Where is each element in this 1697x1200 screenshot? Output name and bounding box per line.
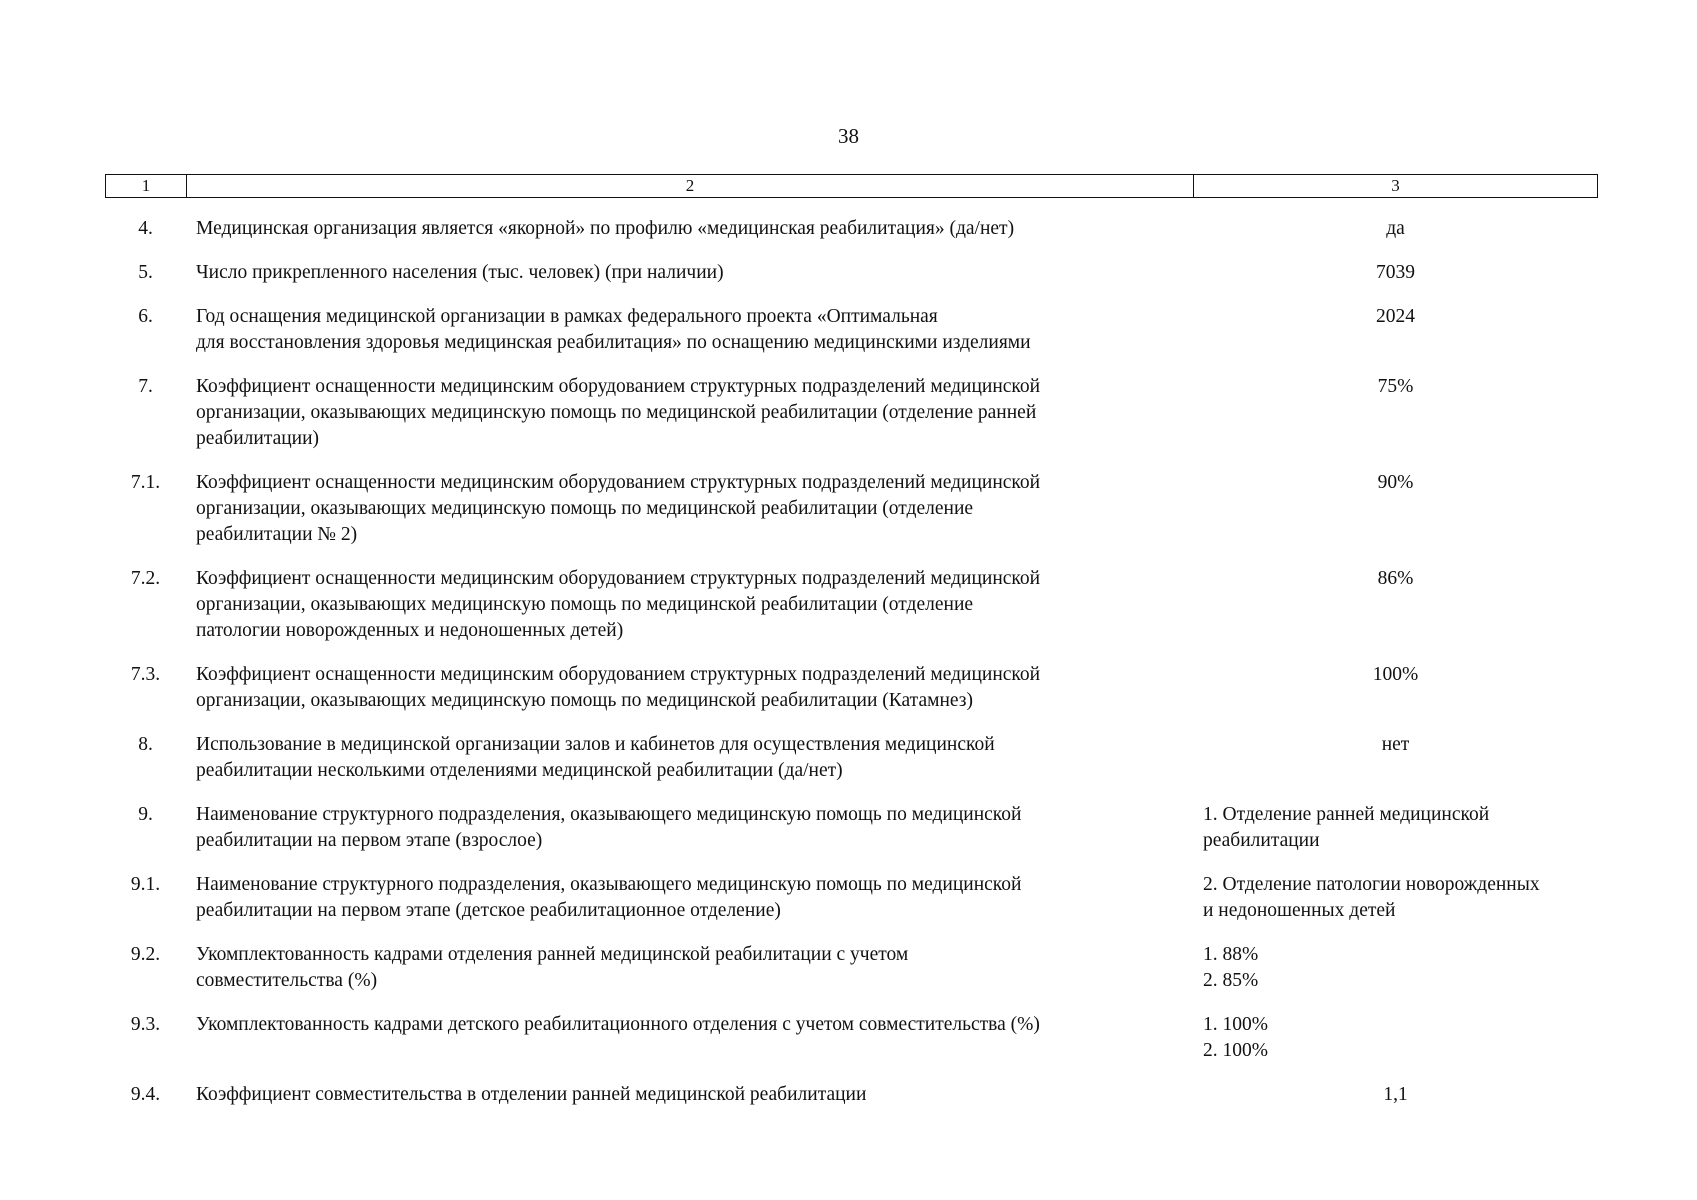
row-value: 2024 [1376,306,1415,327]
table-row [105,260,1598,286]
row-value: 90% [1377,472,1414,493]
row-number: 7. [138,376,153,397]
row-number: 7.3. [130,664,161,685]
row-value: 2. Отделение патологии новорожденных и недоношенных детей [1203,874,1540,921]
row-value: 1. 100% 2. 100% [1203,1014,1268,1061]
row-description: Коэффициент совместительства в отделении ранней медицинской реабилитации [196,1084,867,1105]
table-row [105,732,1598,784]
row-description: Коэффициент оснащенности медицинским оборудованием структурных подразделений медицинской организации, оказывающих медицинскую помощь по медицинской реабилитации (Катамнез) [196,664,1041,711]
row-description: Наименование структурного подразделения, оказывающего медицинскую помощь по медицинской реабилитации на первом этапе (детское реабилитационное отделение) [196,874,1022,921]
row-value: 1,1 [1383,1084,1408,1105]
row-description: Год оснащения медицинской организации в рамках федерального проекта «Оптимальная для восстановления здоровья медицинская реабилитация» по оснащению медицинскими изделиями [196,306,1031,353]
row-number: 8. [138,734,153,755]
row-description: Укомплектованность кадрами отделения ранней медицинской реабилитации с учетом совместительства (%) [196,944,909,991]
table-row [105,216,1598,242]
table-row [105,802,1598,854]
row-number: 5. [138,262,153,283]
row-value: 75% [1377,376,1414,397]
row-description: Коэффициент оснащенности медицинским оборудованием структурных подразделений медицинской организации, оказывающих медицинскую помощь по медицинской реабилитации (отделение ранней реабилитации) [196,376,1041,449]
row-value: нет [1381,734,1410,755]
row-description: Число прикрепленного населения (тыс. человек) (при наличии) [196,262,724,283]
row-description: Коэффициент оснащенности медицинским оборудованием структурных подразделений медицинской организации, оказывающих медицинскую помощь по медицинской реабилитации (отделение реабилитации № 2) [196,472,1041,545]
row-number: 7.2. [130,568,161,589]
row-number: 9.2. [130,944,161,965]
row-value: 1. Отделение ранней медицинской реабилитации [1203,804,1490,851]
row-value: 86% [1377,568,1414,589]
row-value: 1. 88% 2. 85% [1203,944,1259,991]
row-number: 9.4. [130,1084,161,1105]
page-number: 38 [838,124,859,148]
row-value: 7039 [1376,262,1415,283]
table-row [105,1082,1598,1108]
row-number: 4. [138,218,153,239]
table-row [105,662,1598,714]
table-header-row [105,174,1598,198]
table-body [105,216,1598,1108]
row-value: 100% [1372,664,1419,685]
row-description: Медицинская организация является «якорной» по профилю «медицинская реабилитация» (да/нет) [196,218,1015,239]
row-number: 9.1. [130,874,161,895]
row-number: 9. [138,804,153,825]
header-cell-1: 1 [106,175,187,197]
row-number: 7.1. [130,472,161,493]
table-row [105,566,1598,644]
table-row [105,374,1598,452]
table-row [105,872,1598,924]
row-number: 6. [138,306,153,327]
row-description: Коэффициент оснащенности медицинским оборудованием структурных подразделений медицинской организации, оказывающих медицинскую помощь по медицинской реабилитации (отделение патологии новорожденных и недоношенных детей) [196,568,1041,641]
table-row [105,304,1598,356]
table-row [105,470,1598,548]
header-cell-2: 2 [187,175,1194,197]
header-cell-3: 3 [1391,176,1400,195]
row-description: Наименование структурного подразделения, оказывающего медицинскую помощь по медицинской реабилитации на первом этапе (взрослое) [196,804,1022,851]
row-description: Укомплектованность кадрами детского реабилитационного отделения с учетом совместительства (%) [196,1014,1040,1035]
row-number: 9.3. [130,1014,161,1035]
row-value: да [1386,218,1405,239]
table-row [105,942,1598,994]
table-row [105,1012,1598,1064]
row-description: Использование в медицинской организации залов и кабинетов для осуществления медицинской реабилитации несколькими отделениями медицинской реабилитации (да/нет) [196,734,995,781]
